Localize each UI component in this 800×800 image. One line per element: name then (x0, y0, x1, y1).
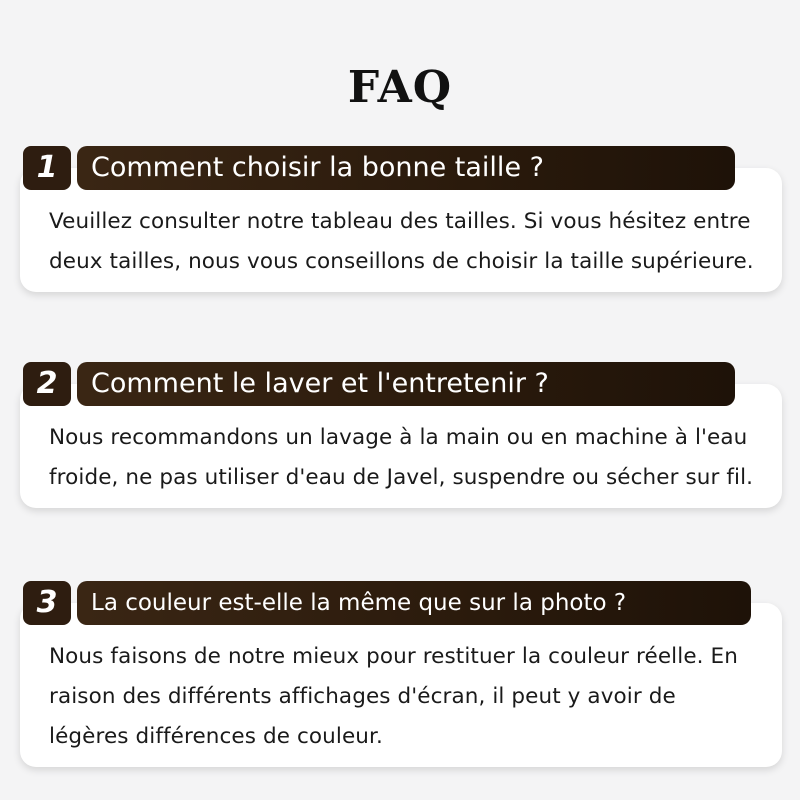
faq-answer: Veuillez consulter notre tableau des tailles. Si vous hésitez entre deux tailles, nous vous conseillons de choisir la taille supérieure. (49, 209, 754, 274)
faq-question: La couleur est-elle la même que sur la photo ? (77, 581, 751, 625)
faq-question: Comment le laver et l'entretenir ? (77, 362, 735, 406)
page-title: FAQ (347, 62, 453, 113)
faq-question: Comment choisir la bonne taille ? (77, 146, 735, 190)
faq-number-badge: 3 (23, 581, 71, 625)
faq-number-badge: 1 (23, 146, 71, 190)
faq-answer: Nous faisons de notre mieux pour restituer la couleur réelle. En raison des différents affichages d'écran, il peut y avoir de légères différences de couleur. (49, 644, 738, 749)
faq-answer: Nous recommandons un lavage à la main ou en machine à l'eau froide, ne pas utiliser d'eau de Javel, suspendre ou sécher sur fil. (49, 425, 754, 490)
faq-number-badge: 2 (23, 362, 71, 406)
faq-answer-card (20, 603, 782, 767)
